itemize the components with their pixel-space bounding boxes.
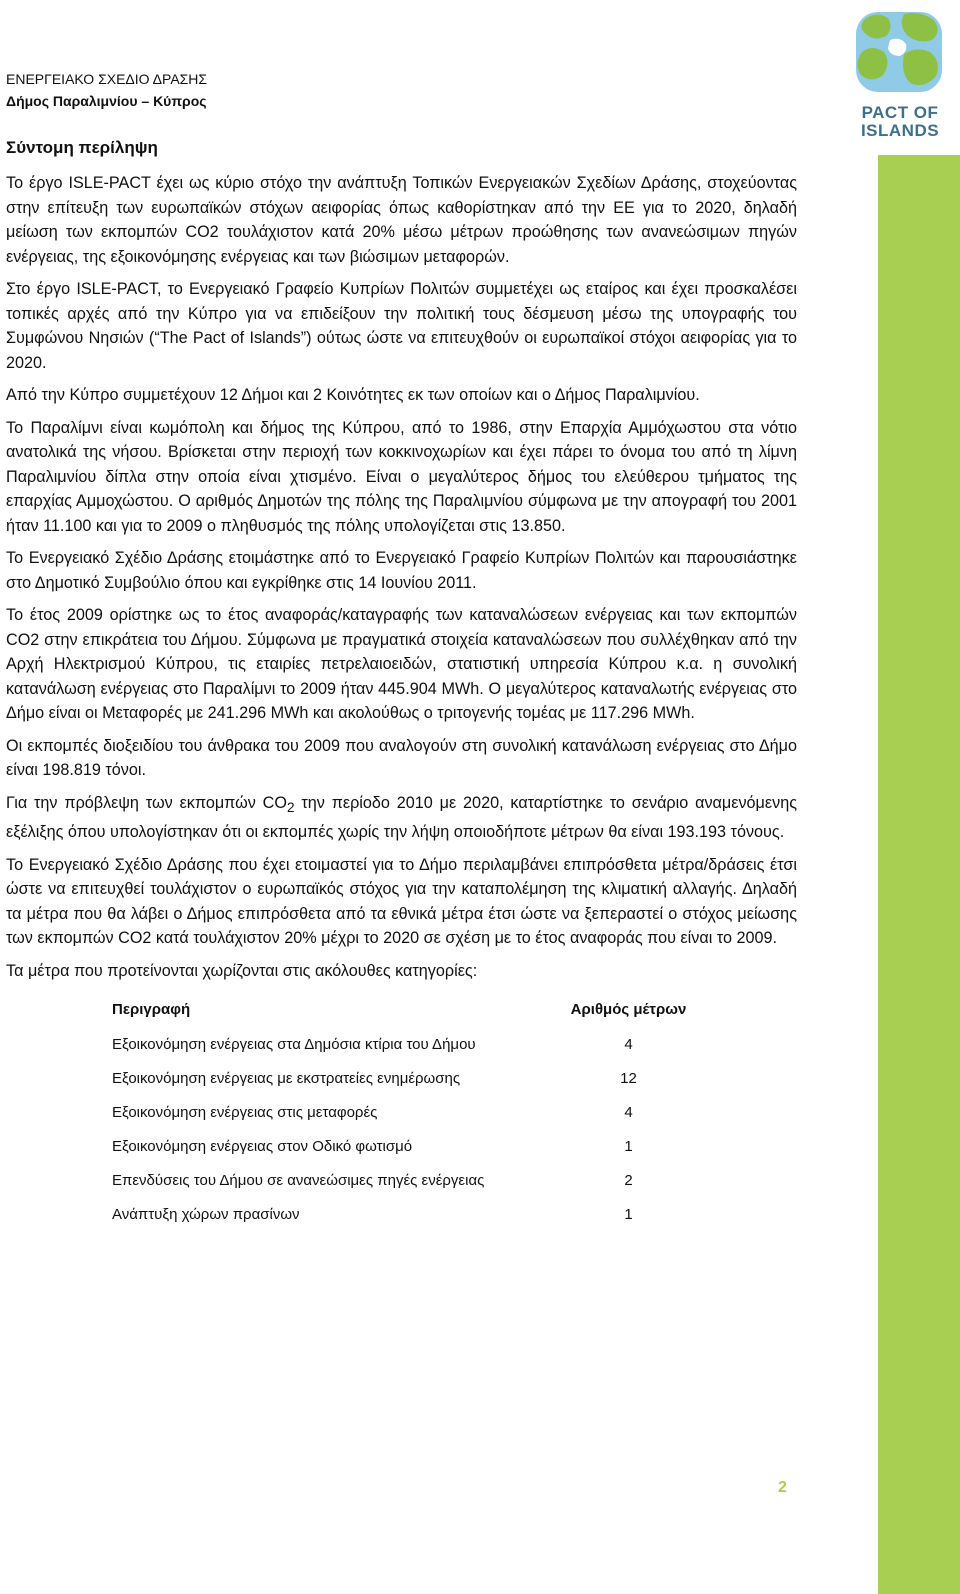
measures-table [112,991,702,1231]
logo-line-1: PACT OF [861,103,939,122]
table-row [112,1095,702,1129]
row-description: Εξοικονόμηση ενέργειας στις μεταφορές [112,1103,378,1121]
paragraph-3: Από την Κύπρο συμμετέχουν 12 Δήμοι και 2 Κοινότητες εκ των οποίων και ο Δήμος Παραλιμνίου. [6,386,700,404]
paragraph-7: Οι εκπομπές διοξειδίου του άνθρακα του 2009 που αναλογούν στη συνολική κατανάλωση ενέργειας στο Δήμο είναι 198.819 τόνοι. [6,736,797,779]
measures-table-header [112,991,702,1027]
row-count: 1 [624,1205,633,1223]
table-row [112,1129,702,1163]
row-count: 12 [620,1069,637,1087]
row-description: Εξοικονόμηση ενέργειας με εκστρατείες ενημέρωσης [112,1069,461,1087]
paragraph-10: Τα μέτρα που προτείνονται χωρίζονται στις ακόλουθες κατηγορίες: [6,961,478,980]
municipality-name: Δήμος Παραλιμνίου – Κύπρος [6,93,207,109]
paragraph-8 [6,791,797,845]
row-count: 4 [624,1103,633,1121]
table-row [112,1197,702,1231]
paragraph-5: Το Ενεργειακό Σχέδιο Δράσης ετοιμάστηκε από το Ενεργειακό Γραφείο Κυπρίων Πολιτών και παρουσιάστηκε στο Δημοτικό Συμβούλιο όπου και εγκρίθηκε στις 14 Ιουνίου 2011. [6,549,797,592]
table-row [112,1027,702,1061]
paragraph-9: Το Ενεργειακό Σχέδιο Δράσης που έχει ετοιμαστεί για το Δήμο περιλαμβάνει επιπρόσθετα μέτρα/δράσεις έτσι ώστε να επιτευχθεί τουλάχιστον ο ευρωπαϊκός στόχος για την καταπολέμηση της κλιματική αλλαγής. Δηλαδή τα μέτρα που θα λάβει ο Δήμος επιπρόσθετα από τα εθνικά μέτρα έτσι ώστε να ξεπεραστεί ο στόχος μείωσης των εκπομπών CO2 κατά τουλάχιστον 20% μέχρι το 2020 σε σχέση με το έτος αναφοράς που είναι το 2009. [6,855,797,948]
row-description: Ανάπτυξη χώρων πρασίνων [112,1205,300,1223]
row-description: Εξοικονόμηση ενέργειας στον Οδικό φωτισμό [112,1137,413,1155]
logo-line-2: ISLANDS [860,121,940,140]
row-description: Εξοικονόμηση ενέργειας στα Δημόσια κτίρια του Δήμου [112,1035,476,1053]
table-row [112,1061,702,1095]
paragraph-2: Στο έργο ISLE-PACT, το Ενεργειακό Γραφείο Κυπρίων Πολιτών συμμετέχει ως εταίρος και έχει προσκαλέσει τοπικές αρχές από την Κύπρο για να επιδείξουν την πολιτική τους δέσμευση μέσω της υπογραφής του Συμφώνου Νησιών (“The Pact of Islands”) ούτως ώστε να επιτευχθούν οι ευρωπαϊκοί στόχοι αειφορίας για το 2020. [6,280,797,372]
doc-title: ΕΝΕΡΓΕΙΑΚΟ ΣΧΕΔΙΟ ΔΡΑΣΗΣ [6,71,208,87]
co2-subscript: 2 [286,799,295,815]
section-title: Σύντομη περίληψη [6,138,158,157]
paragraph-4: Το Παραλίμνι είναι κωμόπολη και δήμος της Κύπρου, από το 1986, στην Επαρχία Αμμόχωστου στα νότιο ανατολικά της νήσου. Βρίσκεται στην περιοχή των κοκκινοχωρίων και έχει πάρει το όνομα του από τη λίμνη Παραλιμνίου δίπλα στην οποία είναι χτισμένο. Είναι ο μεγαλύτερος δήμος του ελεύθερου τμήματος της επαρχίας Αμμοχώστου. Ο αριθμός Δημοτών της πόλης της Παραλιμνίου σύμφωνα με την απογραφή του 2001 ήταν 11.100 και για το 2009 ο πληθυσμός της πόλης υπολογίζεται στις 13.850. [6,418,797,535]
row-description: Επενδύσεις του Δήμου σε ανανεώσιμες πηγές ενέργειας [112,1171,485,1189]
header-description: Περιγραφή [112,1000,191,1018]
paragraph-6: Το έτος 2009 ορίστηκε ως το έτος αναφοράς/καταγραφής των καταναλώσεων ενέργειας και των εκπομπών CO2 στην επικράτεια του Δήμου. Σύμφωνα με πραγματικά στοιχεία καταναλώσεων που συλλέχθηκαν από την Αρχή Ηλεκτρισμού Κύπρου, τις εταιρίες πετρελαιοειδών, στατιστική υπηρεσία Κύπρου κ.α. η συνολική κατανάλωση ενέργειας στο Παραλίμνι το 2009 ήταν 445.904 MWh. Ο μεγαλύτερος καταναλωτής ενέργειας στο Δήμο είναι οι Μεταφορές με 241.296 MWh και ακολούθως ο τριτογενής τομέας με 117.296 MWh. [6,606,797,722]
row-count: 4 [624,1035,633,1053]
row-count: 1 [624,1137,633,1155]
islands-logo-icon [846,6,954,98]
paragraph-8-part-2: την περίοδο 2010 με 2020, καταρτίστηκε το σενάριο αναμενόμενης εξέλιξης όπου υπολογίστηκαν ότι οι εκπομπές χωρίς την λήψη οποιοδήποτε μέτρων θα είναι 193.193 τόνους. [6,793,797,842]
table-row [112,1163,702,1197]
pact-of-islands-logo [846,6,954,140]
paragraph-8-part-1: Για την πρόβλεψη των εκπομπών CO [6,793,287,812]
header-count: Αριθμός μέτρων [570,1000,687,1018]
page-number: 2 [778,1479,787,1496]
paragraph-1: Το έργο ISLE-PACT έχει ως κύριο στόχο την ανάπτυξη Τοπικών Ενεργειακών Σχεδίων Δράσης, στοχεύοντας στην επίτευξη των ευρωπαϊκών στόχων αειφορίας όπως καθορίστηκαν από την ΕΕ για το 2020, δηλαδή μείωση των εκπομπών CO2 τουλάχιστον κατά 20% μέσω μέτρων προώθησης των ανανεώσιμων πηγών ενέργειας, της εξοικονόμησης ενέργειας και των βιώσιμων μεταφορών. [6,174,797,266]
row-count: 2 [624,1171,633,1189]
document-header [6,68,207,112]
side-accent-bar [878,155,960,1594]
summary-content [6,136,797,1231]
